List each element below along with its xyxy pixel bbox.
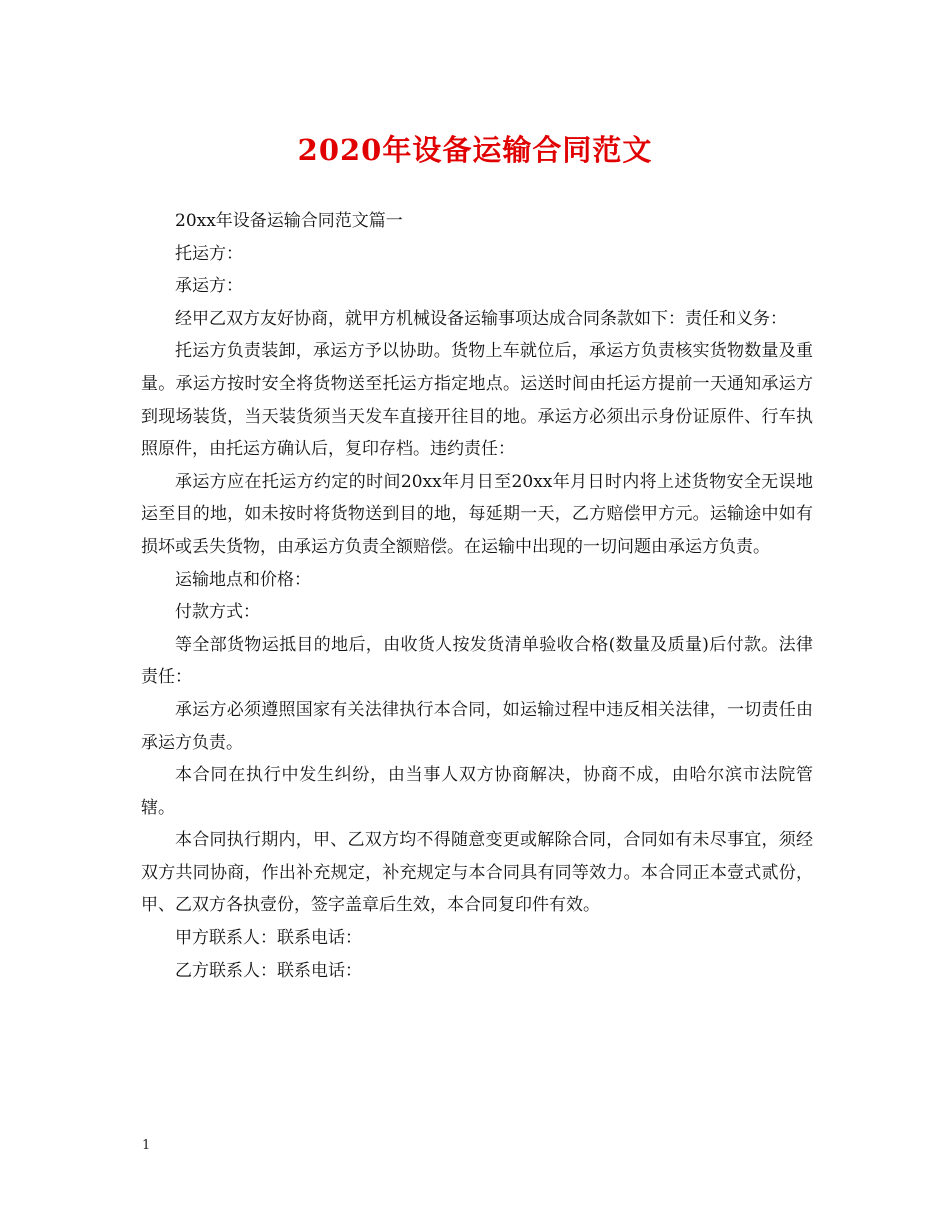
paragraph-legal: 承运方必须遵照国家有关法律执行本合同，如运输过程中违反相关法律，一切责任由承运方负责。 bbox=[141, 699, 813, 753]
paragraph-location-price: 运输地点和价格： bbox=[175, 569, 311, 590]
document-title: 2020年设备运输合同范文 bbox=[297, 133, 653, 167]
paragraph-carrier: 承运方： bbox=[175, 276, 243, 297]
paragraph-agreement: 经甲乙双方友好协商，就甲方机械设备运输事项达成合同条款如下：责任和义务： bbox=[175, 308, 787, 329]
paragraph-consignor: 托运方： bbox=[175, 243, 243, 264]
paragraph-heading: 20xx年设备运输合同范文篇一 bbox=[175, 211, 403, 231]
page-number: 1 bbox=[142, 1138, 151, 1153]
paragraph-breach: 承运方应在托运方约定的时间20xx年月日至20xx年月日时内将上述货物安全无误地运至目的地，如未按时将货物送到目的地，每延期一天，乙方赔偿甲方元。运输途中如有损坏或丢失货物，由承运方负责全额赔偿。在运输中出现的一切问题由承运方负责。 bbox=[141, 471, 813, 557]
paragraph-payment-method: 付款方式： bbox=[175, 602, 260, 623]
paragraph-party-a-contact: 甲方联系人：联系电话： bbox=[175, 928, 362, 949]
paragraph-dispute: 本合同在执行中发生纠纷，由当事人双方协商解决，协商不成，由哈尔滨市法院管辖。 bbox=[141, 765, 813, 818]
paragraph-party-b-contact: 乙方联系人：联系电话： bbox=[175, 960, 362, 981]
paragraph-validity: 本合同执行期内，甲、乙双方均不得随意变更或解除合同，合同如有未尽事宜，须经双方共同协商，作出补充规定，补充规定与本合同具有同等效力。本合同正本壹式贰份，甲、乙双方各执壹份，签字盖章后生效，本合同复印件有效。 bbox=[141, 830, 813, 916]
paragraph-payment-terms: 等全部货物运抵目的地后，由收货人按发货清单验收合格(数量及质量)后付款。法律责任： bbox=[141, 634, 813, 688]
paragraph-duties: 托运方负责装卸，承运方予以协助。货物上车就位后，承运方负责核实货物数量及重量。承运方按时安全将货物送至托运方指定地点。运送时间由托运方提前一天通知承运方到现场装货，当天装货须当天发车直接开往目的地。承运方必须出示身份证原件、行车执照原件，由托运方确认后，复印存档。违约责任： bbox=[141, 341, 813, 460]
document-body bbox=[141, 205, 813, 987]
